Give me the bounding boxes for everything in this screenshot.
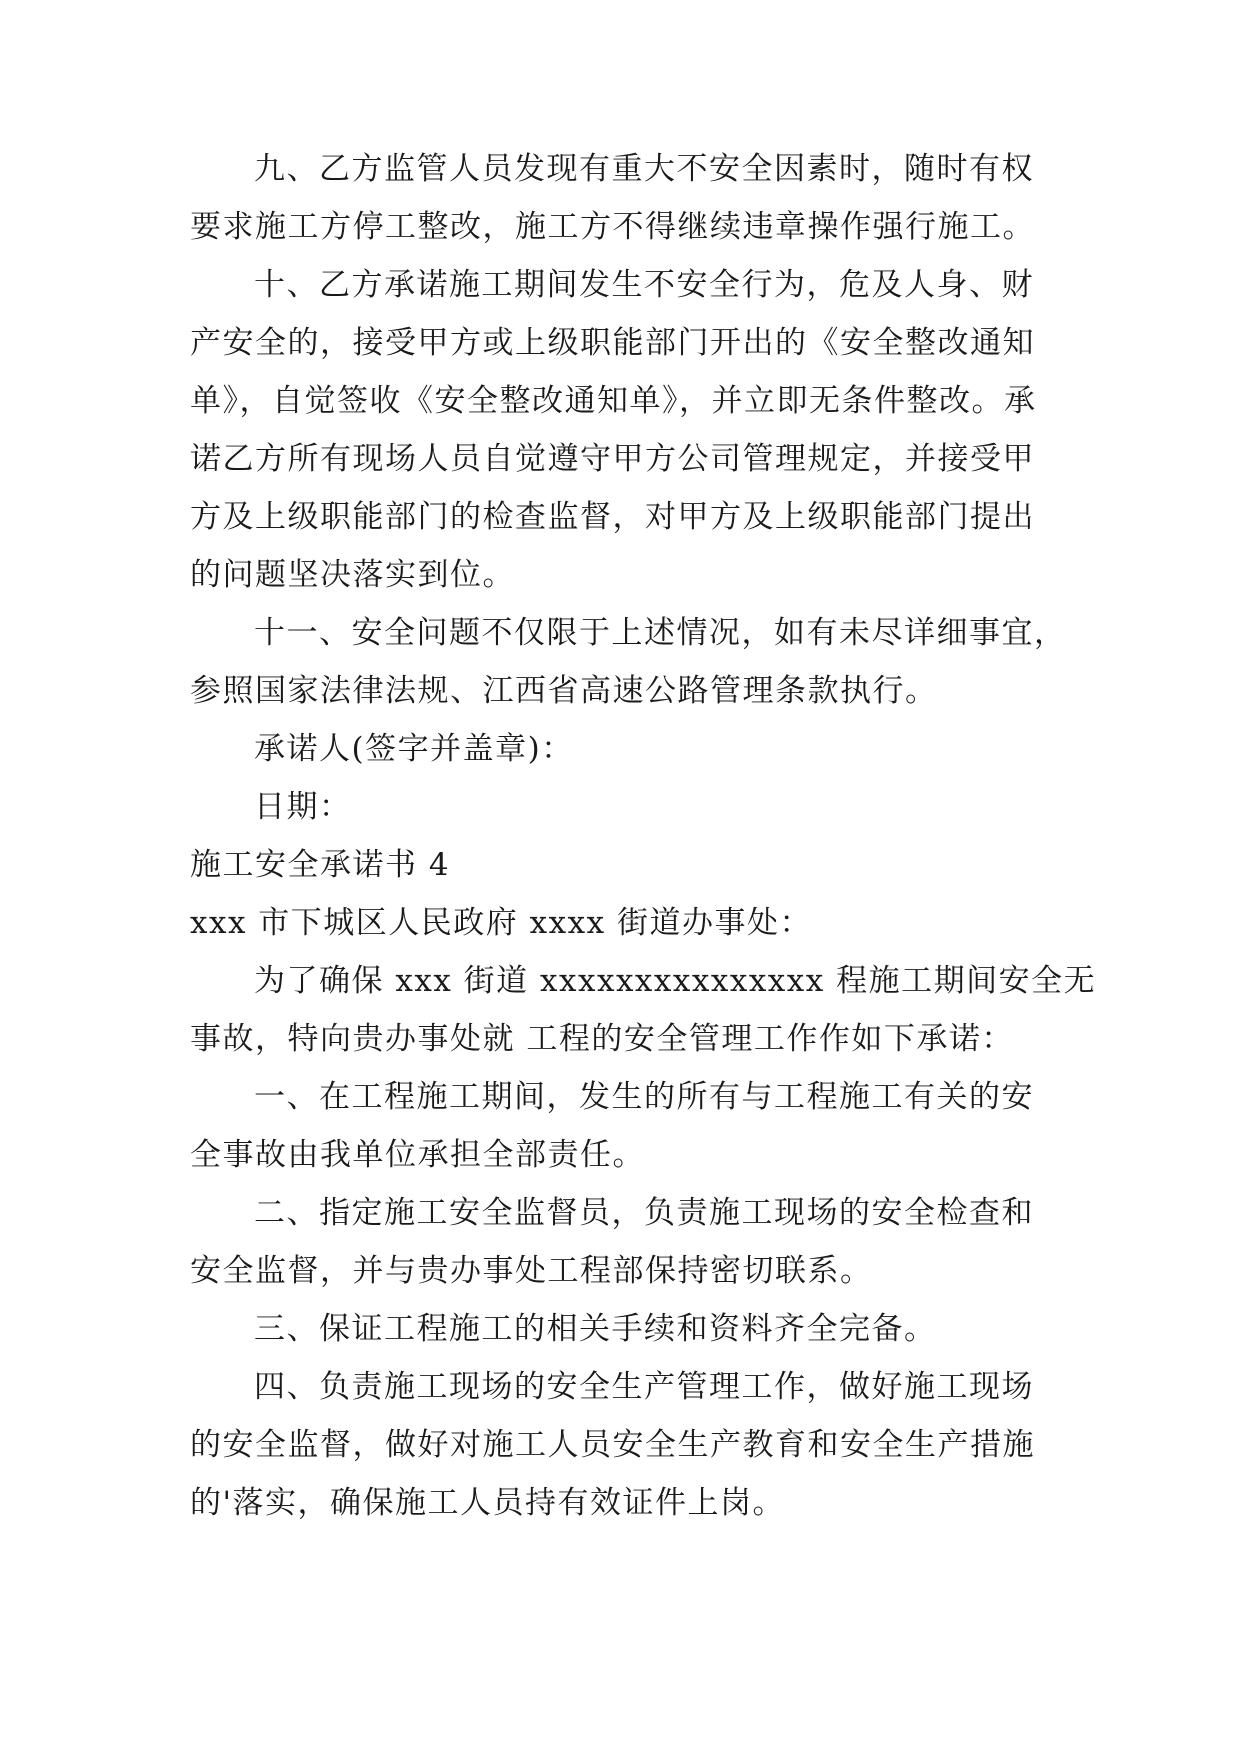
item-4-line-3: 的'落实，确保施工人员持有效证件上岗。: [190, 1485, 786, 1521]
date-label: 日期：: [254, 789, 352, 825]
intro-line-2: 事故，特向贵办事处就 工程的安全管理工作作如下承诺：: [190, 1021, 1014, 1057]
document-page: [190, 150, 1097, 1522]
addressee: xxx 市下城区人民政府 xxxx 街道办事处：: [190, 905, 812, 941]
signatory-label: 承诺人(签字并盖章)：: [254, 731, 574, 767]
clause-10-line-6: 的问题坚决落实到位。: [190, 557, 515, 593]
clause-11-line-1: 十一、安全问题不仅限于上述情况，如有未尽详细事宜，: [254, 615, 1067, 651]
item-2-line-1: 二、指定施工安全监督员，负责施工现场的安全检查和: [254, 1195, 1034, 1231]
clause-10-line-4: 诺乙方所有现场人员自觉遵守甲方公司管理规定，并接受甲: [190, 441, 1035, 477]
clause-10-line-2: 产安全的，接受甲方或上级职能部门开出的《安全整改通知: [190, 325, 1035, 361]
clause-11-line-2: 参照国家法律法规、江西省高速公路管理条款执行。: [190, 673, 938, 709]
clause-9-line-2: 要求施工方停工整改，施工方不得继续违章操作强行施工。: [190, 209, 1035, 245]
clause-10-line-3: 单》，自觉签收《安全整改通知单》，并立即无条件整改。承: [190, 383, 1037, 419]
intro-line-1: 为了确保 xxx 街道 xxxxxxxxxxxxxxx 程施工期间安全无: [254, 963, 1097, 999]
item-2-line-2: 安全监督，并与贵办事处工程部保持密切联系。: [190, 1253, 873, 1289]
item-1-line-2: 全事故由我单位承担全部责任。: [190, 1137, 645, 1173]
item-4-line-2: 的安全监督，做好对施工人员安全生产教育和安全生产措施: [190, 1427, 1035, 1463]
item-1-line-1: 一、在工程施工期间，发生的所有与工程施工有关的安: [254, 1079, 1034, 1115]
clause-10-line-5: 方及上级职能部门的检查监督，对甲方及上级职能部门提出: [190, 499, 1035, 535]
clause-10-line-1: 十、乙方承诺施工期间发生不安全行为，危及人身、财: [254, 267, 1034, 303]
clause-9-line-1: 九、乙方监管人员发现有重大不安全因素时，随时有权: [254, 151, 1034, 187]
item-4-line-1: 四、负责施工现场的安全生产管理工作，做好施工现场: [254, 1369, 1034, 1405]
item-3-line-1: 三、保证工程施工的相关手续和资料齐全完备。: [254, 1311, 937, 1347]
section-heading: 施工安全承诺书 4: [190, 847, 451, 883]
